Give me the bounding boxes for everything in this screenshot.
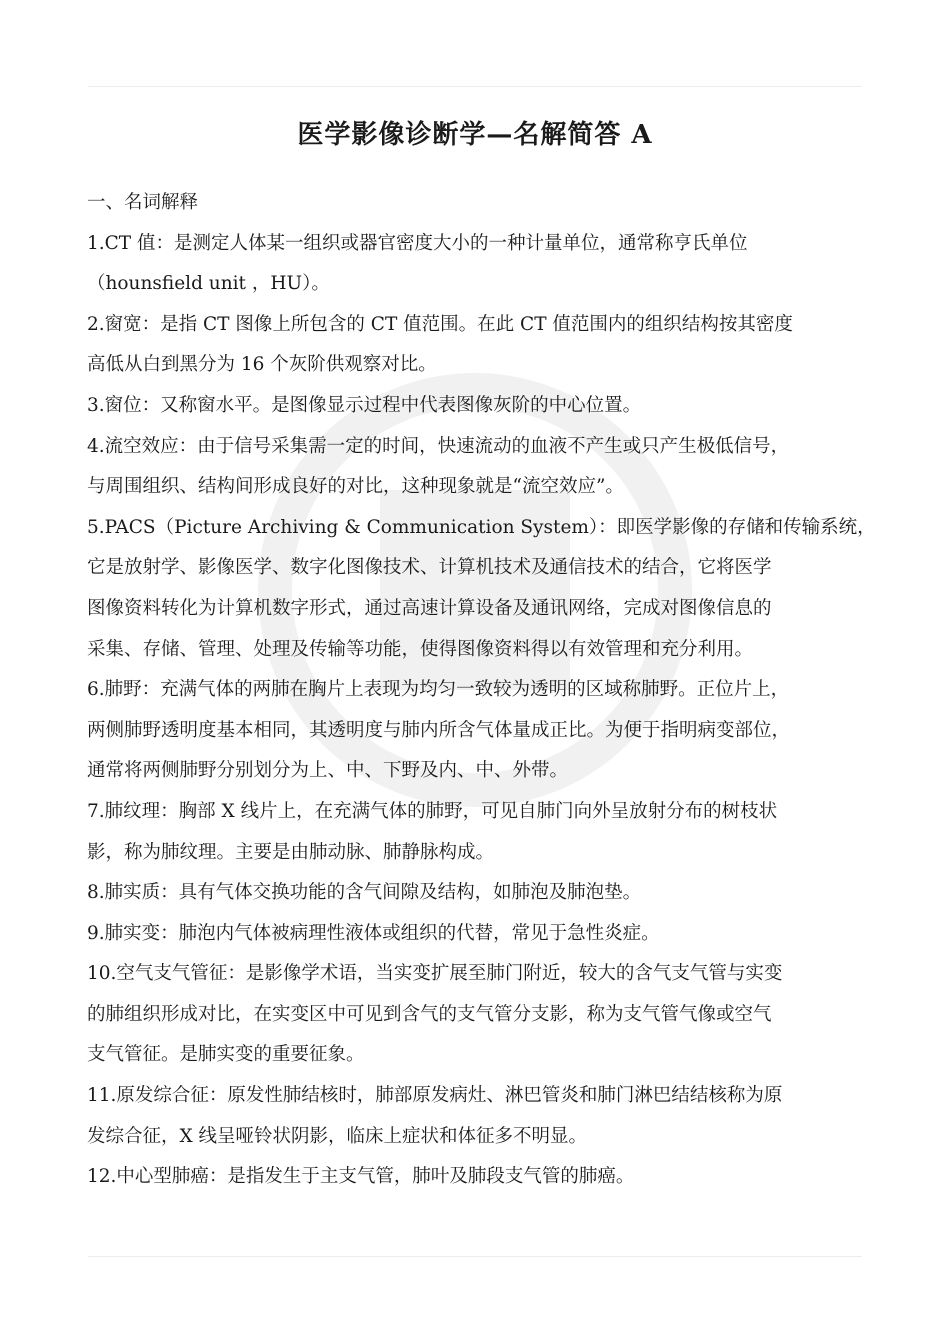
text-line: 5.PACS（Picture Archiving & Communication System）：即医学影像的存储和传输系统，	[87, 516, 876, 538]
text-line: 的肺组织形成对比，在实变区中可见到含气的支气管分支影，称为支气管气像或空气	[87, 1003, 772, 1025]
text-line: 4.流空效应：由于信号采集需一定的时间，快速流动的血液不产生或只产生极低信号，	[87, 435, 790, 457]
text-line: 影，称为肺纹理。主要是由肺动脉、肺静脉构成。	[87, 841, 495, 863]
document-body	[87, 183, 877, 1198]
text-line: 两侧肺野透明度基本相同，其透明度与肺内所含气体量成正比。为便于指明病变部位，	[87, 719, 791, 741]
text-line: 2.窗宽：是指 CT 图像上所包含的 CT 值范围。在此 CT 值范围内的组织结构按其密度	[87, 313, 793, 335]
text-line: 6.肺野：充满气体的两肺在胸片上表现为均匀一致较为透明的区域称肺野。正位片上，	[87, 679, 790, 701]
text-line: 采集、存储、管理、处理及传输等功能，使得图像资料得以有效管理和充分利用。	[87, 638, 754, 660]
footer-divider	[88, 1256, 862, 1257]
text-line: 3.窗位：又称窗水平。是图像显示过程中代表图像灰阶的中心位置。	[87, 394, 642, 416]
text-line: 12.中心型肺癌：是指发生于主支气管，肺叶及肺段支气管的肺癌。	[87, 1166, 635, 1188]
text-line: 与周围组织、结构间形成良好的对比，这种现象就是“流空效应”。	[87, 476, 624, 498]
text-line: 支气管征。是肺实变的重要征象。	[87, 1044, 365, 1066]
text-line: 7.肺纹理：胸部 X 线片上，在充满气体的肺野，可见自肺门向外呈放射分布的树枝状	[87, 800, 778, 822]
text-line: 1.CT 值：是测定人体某一组织或器官密度大小的一种计量单位，通常称亨氏单位	[87, 232, 748, 254]
text-line: 图像资料转化为计算机数字形式，通过高速计算设备及通讯网络，完成对图像信息的	[87, 597, 772, 619]
document-title: 医学影像诊断学—名解简答 A	[297, 120, 653, 150]
text-line: （hounsfield unit ，HU）。	[87, 273, 330, 295]
text-line: 10.空气支气管征：是影像学术语，当实变扩展至肺门附近，较大的含气支气管与实变	[87, 963, 783, 985]
text-line: 它是放射学、影像医学、数字化图像技术、计算机技术及通信技术的结合，它将医学	[87, 557, 772, 579]
text-line: 11.原发综合征：原发性肺结核时，肺部原发病灶、淋巴管炎和肺门淋巴结结核称为原	[87, 1085, 783, 1107]
section-heading: 一、名词解释	[87, 192, 199, 213]
header-divider	[88, 86, 862, 87]
text-line: 发综合征，X 线呈哑铃状阴影，临床上症状和体征多不明显。	[87, 1125, 588, 1147]
text-line: 8.肺实质：具有气体交换功能的含气间隙及结构，如肺泡及肺泡垫。	[87, 882, 642, 904]
text-line: 通常将两侧肺野分别划分为上、中、下野及内、中、外带。	[87, 760, 569, 782]
text-line: 9.肺实变：肺泡内气体被病理性液体或组织的代替，常见于急性炎症。	[87, 922, 660, 944]
text-line: 高低从白到黑分为 16 个灰阶供观察对比。	[87, 354, 437, 376]
